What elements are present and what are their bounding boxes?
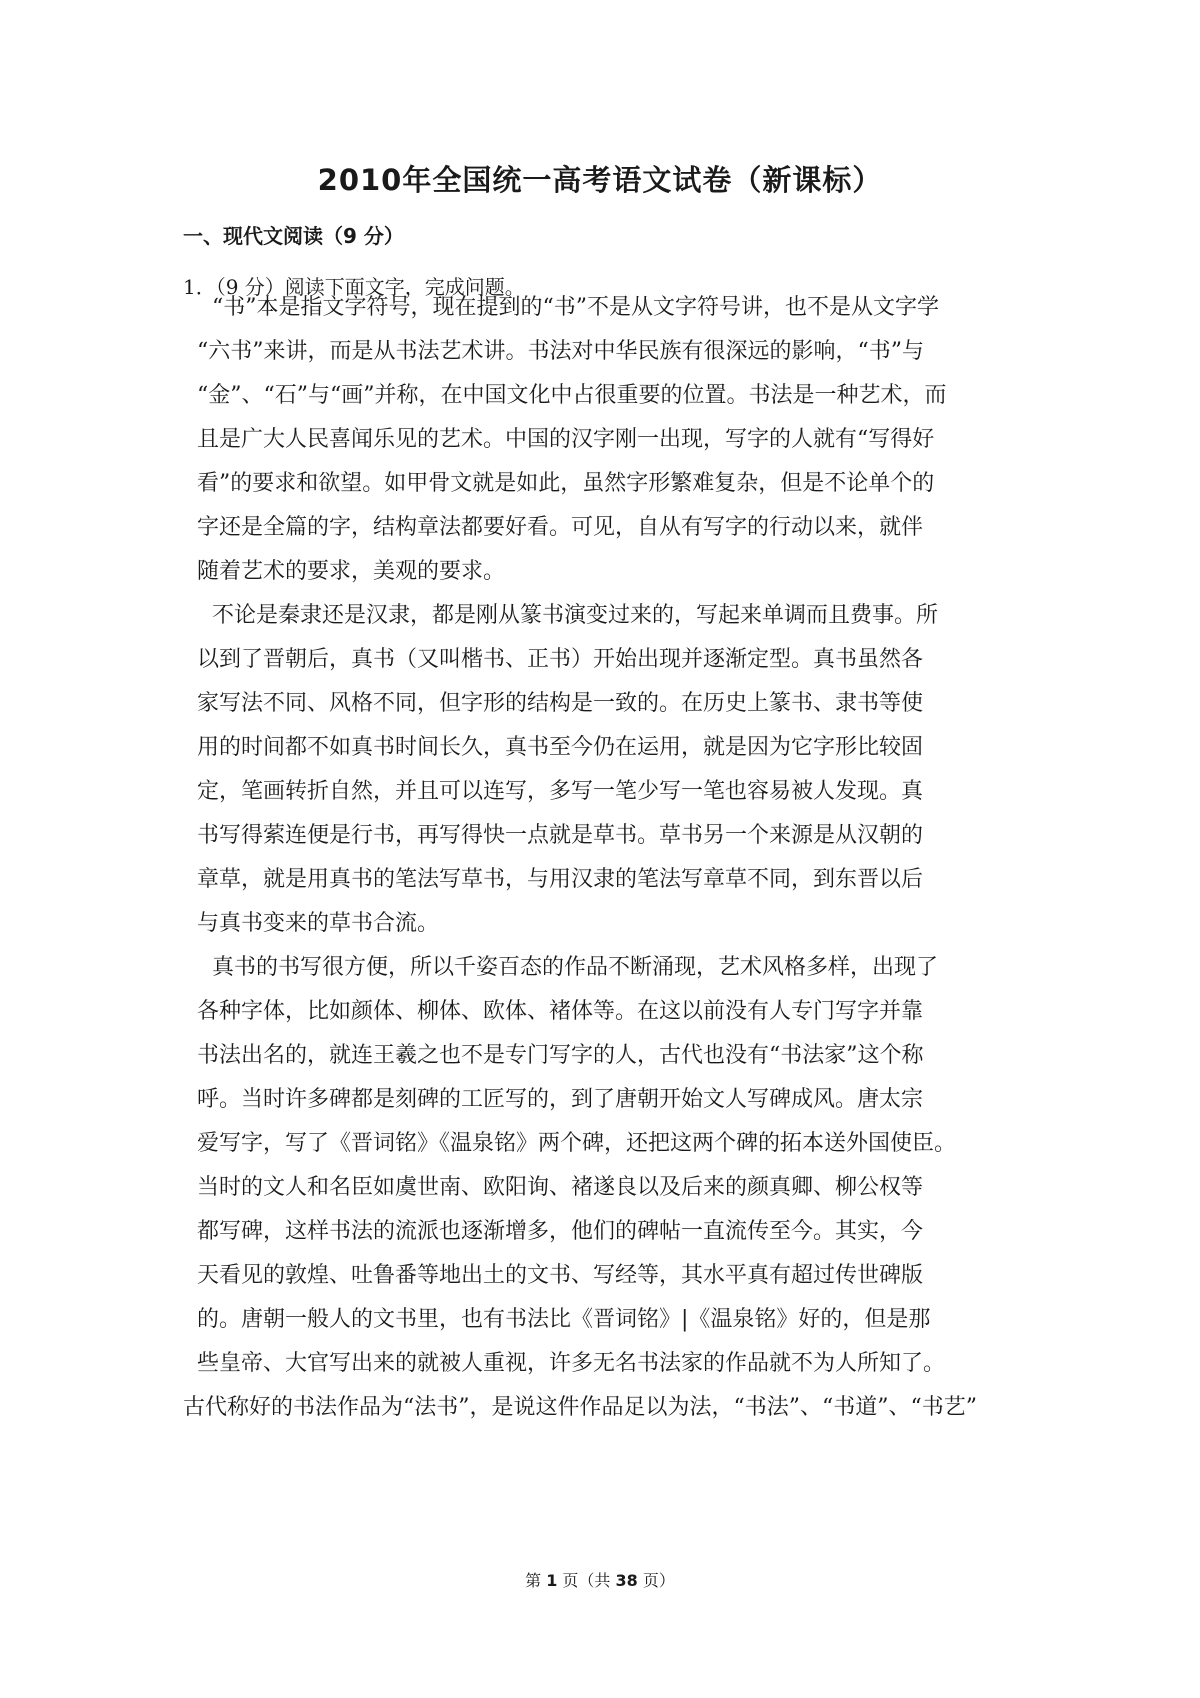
passage-line: 书写得萦连便是行书，再写得快一点就是草书。草书另一个来源是从汉朝的 xyxy=(197,823,924,848)
passage-line: 不论是秦隶还是汉隶，都是刚从篆书演变过来的，写起来单调而且费事。所 xyxy=(212,603,939,628)
passage-line: 与真书变来的草书合流。 xyxy=(197,911,440,936)
footer-suffix: 页） xyxy=(642,1571,675,1590)
footer-total-pages: 38 xyxy=(615,1571,638,1590)
section-heading: 一、现代文阅读（9 分） xyxy=(183,224,404,248)
passage-line: 章草，就是用真书的笔法写草书，与用汉隶的笔法写章草不同，到东晋以后 xyxy=(197,867,924,892)
passage-line: 爱写字，写了《晋词铭》《温泉铭》两个碑，还把这两个碑的拓本送外国使臣。 xyxy=(197,1131,957,1156)
question-intro: 1．（9 分）阅读下面文字，完成问题。 xyxy=(183,275,525,299)
passage-line: 用的时间都不如真书时间长久，真书至今仍在运用，就是因为它字形比较固 xyxy=(197,735,924,760)
passage-line: 看”的要求和欲望。如甲骨文就是如此，虽然字形繁难复杂，但是不论单个的 xyxy=(197,471,935,496)
passage-line: “金”、“石”与“画”并称，在中国文化中占很重要的位置。书法是一种艺术，而 xyxy=(197,383,947,408)
passage-line: 书法出名的，就连王羲之也不是专门写字的人，古代也没有“书法家”这个称 xyxy=(197,1043,924,1068)
passage-line: 真书的书写很方便，所以千姿百态的作品不断涌现，艺术风格多样，出现了 xyxy=(212,955,939,980)
page-footer xyxy=(0,1568,1200,1591)
passage-line: 当时的文人和名臣如虞世南、欧阳询、褚遂良以及后来的颜真卿、柳公权等 xyxy=(197,1175,924,1200)
passage-line: 各种字体，比如颜体、柳体、欧体、褚体等。在这以前没有人专门写字并靠 xyxy=(197,999,924,1024)
footer-middle: 页（共 xyxy=(562,1571,611,1590)
passage-line: 定，笔画转折自然，并且可以连写，多写一笔少写一笔也容易被人发现。真 xyxy=(197,779,924,804)
passage-line: 都写碑，这样书法的流派也逐渐增多，他们的碑帖一直流传至今。其实，今 xyxy=(197,1219,924,1244)
passage-line: 的。唐朝一般人的文书里，也有书法比《晋词铭》|《温泉铭》好的，但是那 xyxy=(197,1307,931,1332)
passage-line: 些皇帝、大官写出来的就被人重视，许多无名书法家的作品就不为人所知了。 xyxy=(197,1351,946,1376)
passage-line: 家写法不同、风格不同，但字形的结构是一致的。在历史上篆书、隶书等使 xyxy=(197,691,924,716)
passage-line: 古代称好的书法作品为“法书”，是说这件作品足以为法，“书法”、“书道”、“书艺” xyxy=(183,1395,977,1420)
passage-line: 以到了晋朝后，真书（又叫楷书、正书）开始出现并逐渐定型。真书虽然各 xyxy=(197,647,924,672)
document-title: 2010年全国统一高考语文试卷（新课标） xyxy=(317,163,883,197)
footer-prefix: 第 xyxy=(525,1571,542,1590)
passage-line: 天看见的敦煌、吐鲁番等地出土的文书、写经等，其水平真有超过传世碑版 xyxy=(197,1263,924,1288)
passage-line: “六书”来讲，而是从书法艺术讲。书法对中华民族有很深远的影响，“书”与 xyxy=(197,339,924,364)
footer-page-number: 1 xyxy=(546,1571,558,1590)
passage-line: “书”本是指文字符号，现在提到的“书”不是从文字符号讲，也不是从文字学 xyxy=(212,295,939,320)
passage-line: 呼。当时许多碑都是刻碑的工匠写的，到了唐朝开始文人写碑成风。唐太宗 xyxy=(197,1087,924,1112)
passage-line: 字还是全篇的字，结构章法都要好看。可见，自从有写字的行动以来，就伴 xyxy=(197,515,924,540)
passage-line: 且是广大人民喜闻乐见的艺术。中国的汉字刚一出现，写字的人就有“写得好 xyxy=(197,427,935,452)
passage-line: 随着艺术的要求，美观的要求。 xyxy=(197,559,506,584)
